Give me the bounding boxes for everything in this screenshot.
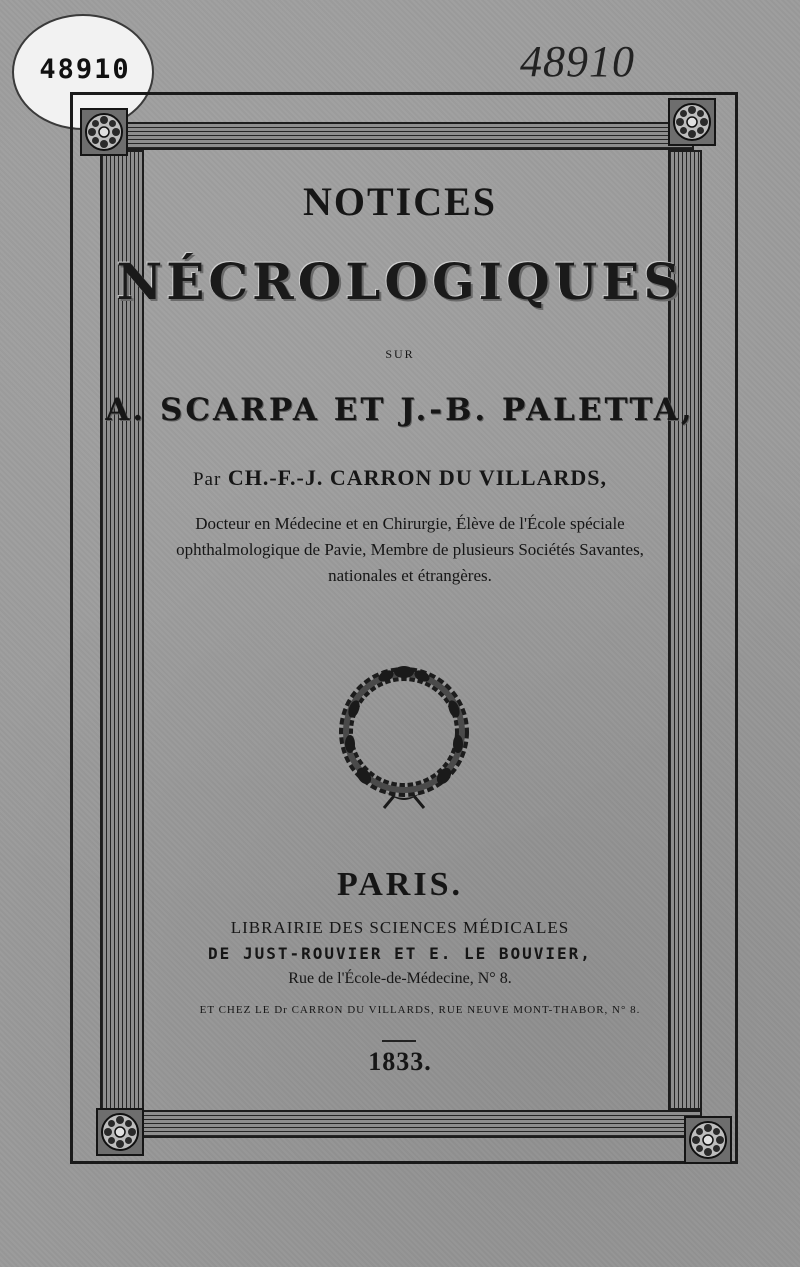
publication-year: 1833. (368, 1047, 432, 1076)
author-prefix: Par (192, 469, 222, 490)
title-connector: SUR (385, 347, 415, 361)
frame-band-bottom (128, 1110, 702, 1138)
handwritten-number: 48910 (520, 37, 635, 86)
divider (382, 1040, 416, 1042)
rosette-icon (80, 108, 128, 156)
author-line (0, 465, 800, 491)
rosette-icon (684, 1116, 732, 1164)
title-line-2: NÉCROLOGIQUES (116, 252, 684, 311)
frame-band-top (108, 122, 694, 150)
title-line-1: NOTICES (302, 179, 498, 224)
publisher-line-4: ET CHEZ LE Dr CARRON DU VILLARDS, RUE NEUVE MONT-THABOR, N° 8. (199, 1004, 641, 1016)
rosette-icon (668, 98, 716, 146)
publisher-line-3: Rue de l'École-de-Médecine, N° 8. (288, 970, 512, 987)
laurel-wreath-icon (324, 654, 484, 814)
title-subjects: A. SCARPA ET J.-B. PALETTA, (105, 392, 695, 428)
imprint-city: PARIS. (337, 866, 463, 903)
publisher-line-2: DE JUST-ROUVIER ET E. LE BOUVIER, (208, 944, 592, 963)
rosette-icon (96, 1108, 144, 1156)
author-description: Docteur en Médecine et en Chirurgie, Élève de l'École spéciale ophthalmologique de Pavie, Membre de plusieurs Sociétés Savantes, nationales et étrangères. (176, 514, 644, 585)
publisher-line-1: LIBRAIRIE DES SCIENCES MÉDICALES (230, 918, 570, 937)
author-name: CH.-F.-J. CARRON DU VILLARDS, (227, 465, 608, 490)
stamp-number: 48910 (39, 54, 131, 85)
